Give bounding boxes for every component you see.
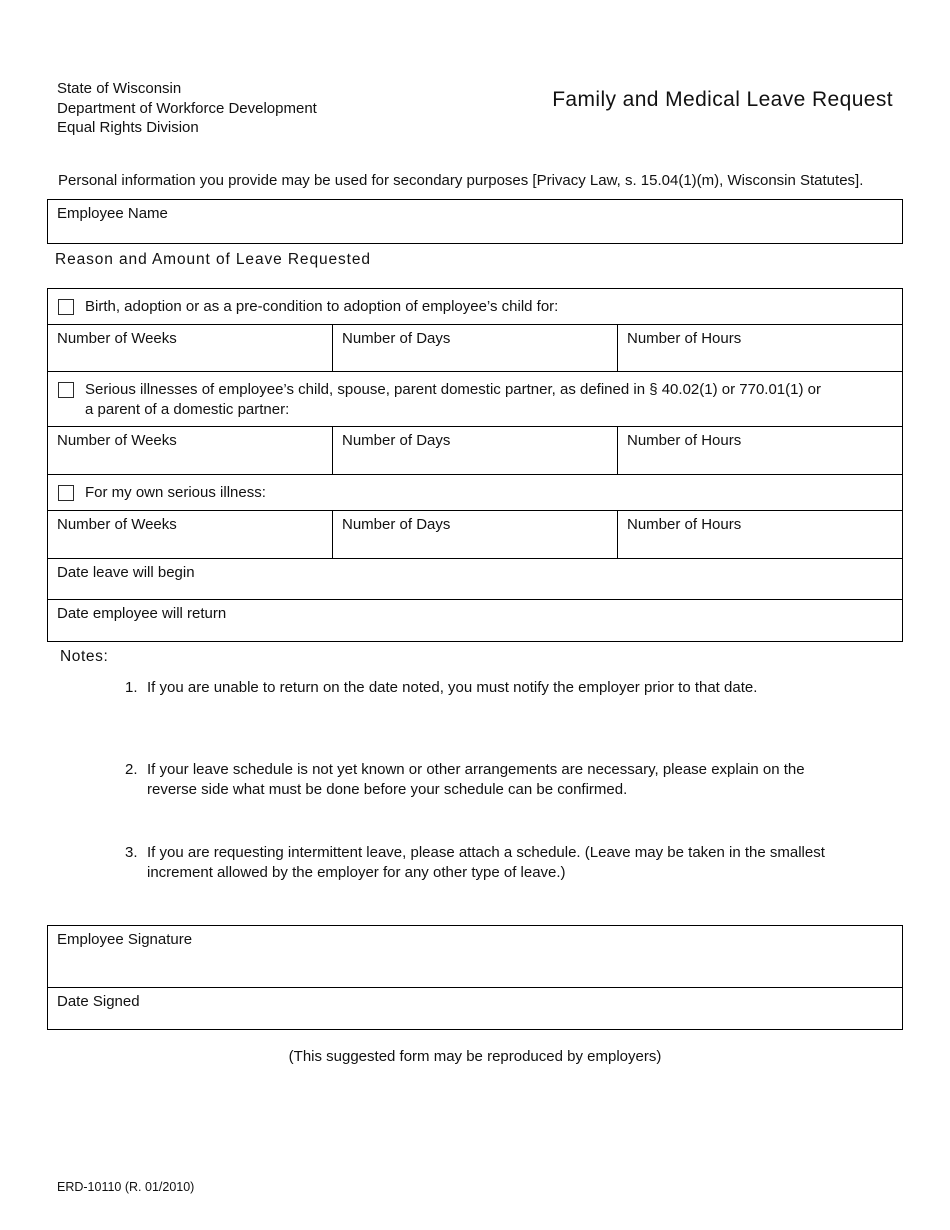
date-leave-begin-field[interactable] [48, 559, 902, 600]
employee-name-label: Employee Name [57, 205, 168, 222]
section-title: Reason and Amount of Leave Requested [55, 251, 371, 268]
amounts-row-own-illness [48, 511, 902, 559]
hours-label: Number of Hours [627, 432, 742, 449]
checkbox-own-serious-illness[interactable] [58, 485, 74, 501]
employee-name-field[interactable] [47, 199, 903, 244]
note-item [125, 843, 890, 883]
amounts-row-birth-adoption [48, 325, 902, 372]
days-field[interactable] [333, 325, 618, 371]
reason-row-family-illness [48, 372, 902, 427]
signature-block [47, 925, 903, 1030]
checkbox-family-serious-illness[interactable] [58, 382, 74, 398]
reason-row-birth-adoption [48, 289, 902, 325]
reason-label-family-illness: Serious illnesses of employee’s child, spouse, parent domestic partner, as defined in § 40.02(1) or 770.01(1) or a parent of a domestic partner: [85, 381, 821, 418]
notes-heading: Notes: [60, 648, 109, 665]
hours-field[interactable] [618, 511, 902, 558]
reason-label-own-illness: For my own serious illness: [85, 484, 266, 501]
days-field[interactable] [333, 427, 618, 474]
agency-header [57, 79, 317, 138]
date-signed-label: Date Signed [57, 993, 140, 1010]
employee-signature-field[interactable] [48, 926, 902, 988]
days-field[interactable] [333, 511, 618, 558]
note-text: If you are requesting intermittent leave, please attach a schedule. (Leave may be taken in the smallest increment allowed by the employer for any other type of leave.) [147, 844, 825, 881]
note-number: 3. [125, 844, 138, 861]
leave-reason-table [47, 288, 903, 642]
days-label: Number of Days [342, 432, 451, 449]
days-label: Number of Days [342, 330, 451, 347]
weeks-label: Number of Weeks [57, 330, 177, 347]
reproduction-note: (This suggested form may be reproduced by employers) [288, 1048, 662, 1065]
date-signed-field[interactable] [48, 988, 902, 1029]
note-item [125, 760, 890, 800]
note-number: 2. [125, 761, 138, 778]
form-number: ERD-10110 (R. 01/2010) [57, 1180, 195, 1194]
form-title: Family and Medical Leave Request [552, 88, 893, 111]
date-leave-begin-label: Date leave will begin [57, 564, 195, 581]
date-employee-return-field[interactable] [48, 600, 902, 641]
note-item [125, 678, 890, 698]
days-label: Number of Days [342, 516, 451, 533]
agency-line-state: State of Wisconsin [57, 80, 182, 97]
hours-label: Number of Hours [627, 516, 742, 533]
note-number: 1. [125, 679, 138, 696]
agency-line-division: Equal Rights Division [57, 119, 199, 136]
agency-line-department: Department of Workforce Development [57, 99, 317, 117]
weeks-label: Number of Weeks [57, 432, 177, 449]
amounts-row-family-illness [48, 427, 902, 475]
reason-label-birth-adoption: Birth, adoption or as a pre-condition to adoption of employee’s child for: [85, 298, 559, 315]
weeks-field[interactable] [48, 427, 333, 474]
reason-row-own-illness [48, 475, 902, 511]
employee-signature-label: Employee Signature [57, 931, 193, 948]
checkbox-birth-adoption[interactable] [58, 299, 74, 315]
weeks-label: Number of Weeks [57, 516, 177, 533]
privacy-notice: Personal information you provide may be used for secondary purposes [Privacy Law, s. 15.04(1)(m), Wisconsin Statutes]. [58, 172, 864, 189]
note-text: If you are unable to return on the date noted, you must notify the employer prior to that date. [147, 679, 758, 696]
hours-field[interactable] [618, 325, 902, 371]
date-employee-return-label: Date employee will return [57, 605, 227, 622]
weeks-field[interactable] [48, 511, 333, 558]
notes-section [60, 648, 890, 883]
hours-label: Number of Hours [627, 330, 742, 347]
hours-field[interactable] [618, 427, 902, 474]
weeks-field[interactable] [48, 325, 333, 371]
note-text: If your leave schedule is not yet known or other arrangements are necessary, please explain on the reverse side what must be done before your schedule can be confirmed. [147, 761, 805, 798]
